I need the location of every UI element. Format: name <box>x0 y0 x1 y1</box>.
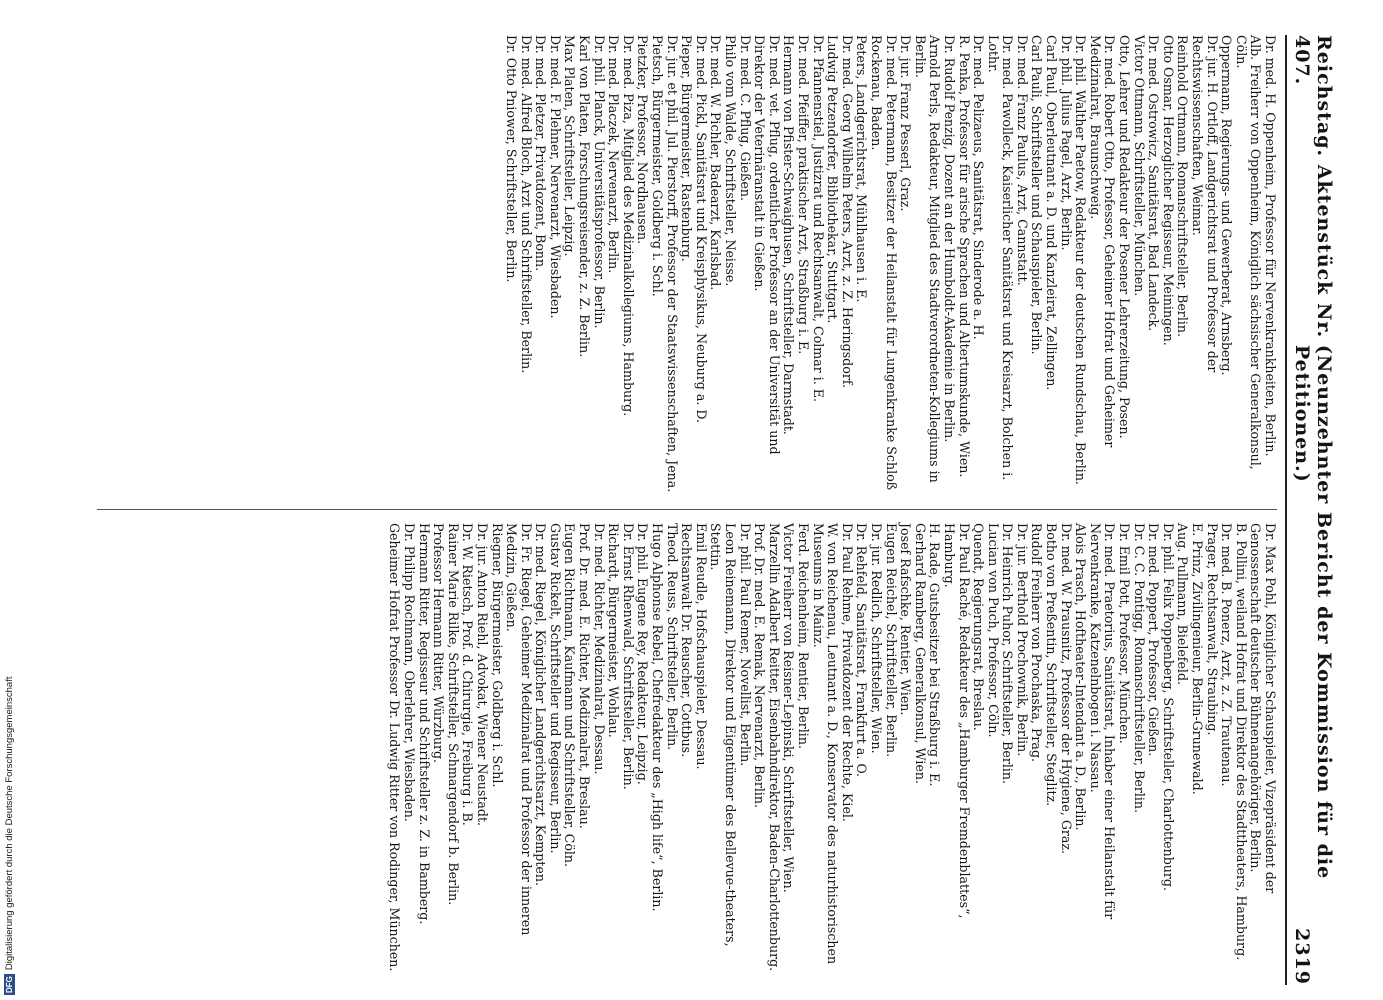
list-entry: Max Platen, Schriftsteller, Leipzig. <box>562 35 578 257</box>
list-entry: Dr. med. Praetorius, Sanitätsrat, Inhaber einer Heilanstalt für Nervenkranke, Katzenelnbogen i. Nassau. <box>1087 523 1118 920</box>
right-column <box>387 523 1277 985</box>
list-entry: Philo vom Walde, Schriftsteller, Neisse. <box>723 35 739 287</box>
list-entry: Dr. med. Petermann, Besitzer der Heilanstalt für Lungenkranke Schloß Rockenau, Baden. <box>868 35 899 491</box>
left-column <box>504 35 1277 497</box>
list-entry: Dr. med. Placzek, Nervenarzt, Berlin. <box>606 35 622 274</box>
list-entry: Dr. Paul Rehme, Privatdozent der Rechte, Kiel. <box>839 523 855 822</box>
list-entry: Dr. med. F. Plehner, Nervenarzt, Wiesbaden. <box>547 35 563 319</box>
list-entry: Dr. med. Pawolleck, Kaiserlicher Sanitätsrat und Kreisarzt, Bolchen i. Lothr. <box>985 35 1016 481</box>
header-center: (Neunzehnter Bericht der Kommission für die Petitionen.) <box>1291 344 1335 880</box>
list-entry: Dr. med. Pfeiffer, praktischer Arzt, Straßburg i. E. <box>796 35 811 355</box>
list-entry: Gustav Rickelt, Schriftsteller und Regisseur, Berlin. <box>547 523 563 854</box>
list-entry: Riegner, Bürgermeister, Goldberg i. Schl. <box>489 523 505 788</box>
list-entry: Rudolf Freiherr von Prochaska, Prag. <box>1029 523 1045 763</box>
list-entry: Gerhard Ramberg, Generalkonsul, Wien. <box>912 523 928 784</box>
list-entry: Richardt, Bürgermeister, Wohlau. <box>606 523 622 738</box>
list-entry: Peters, Landgerichtsrat, Mühlhausen i. E. <box>854 35 870 303</box>
list-entry: Pieper, Bürgermeister, Rastenburg. <box>679 35 695 262</box>
list-entry: Victor Ottmann, Schriftsteller, München. <box>1131 35 1147 297</box>
list-entry: Dr. med. W. Pichler, Badearzt, Karlsbad. <box>708 35 724 291</box>
list-entry: Dr. Otto Pniower, Schriftsteller, Berlin. <box>504 35 520 283</box>
list-entry: Dr. jur. et phil. Jul. Pierstorff, Professor der Staatswissenschaften, Jena. <box>664 35 680 493</box>
list-entry: Dr. jur. Redlich, Schriftsteller, Wien. <box>868 523 884 754</box>
rotated-page-content <box>90 35 1380 985</box>
list-entry: Ferd. Reichenheim, Rentier, Berlin. <box>796 523 811 749</box>
list-entry: Lucian von Puch, Professor, Cöln. <box>985 523 1001 738</box>
list-entry: Dr. jur. H. Ortloff, Landgerichtsrat und Professor der Rechtswissenschaften, Weimar. <box>1190 35 1220 373</box>
list-entry: Dr. jur. Anton Riehl, Advokat, Wiener Neustadt. <box>474 523 490 827</box>
list-entry: Dr. Rudolf Penzig, Dozent an der Humboldt-Akademie in Berlin. <box>941 35 957 443</box>
footer-text: Digitalisierung gefördert durch die Deutsche Forschungsgemeinschaft <box>4 676 15 971</box>
list-entry: Dr. phil. Planck, Universitätsprofessor, Berlin. <box>591 35 607 329</box>
list-entry: Dr. phil. Paul Remer, Novellist, Berlin. <box>737 523 753 767</box>
list-entry: H. Rade, Gutsbesitzer bei Straßburg i. E. <box>927 523 943 787</box>
list-entry: Dr. med. Alfred Bloch, Arzt und Schriftsteller, Berlin. <box>518 35 534 374</box>
list-entry: W. von Reichenau, Leutnant a. D., Konservator des naturhistorischen Museums in Mainz. <box>810 523 841 965</box>
list-entry: Oppermann, Regierungs- und Gewerberat, Arnsberg. <box>1219 35 1235 376</box>
list-entry: Dr. med. Robert Otto, Professor, Geheimer Hofrat und Geheimer Medizinalrat, Braunschweig. <box>1087 35 1118 448</box>
dfg-logo: DFG <box>5 976 14 993</box>
list-entry: Dr. phil. Felix Poppenberg, Schriftsteller, Charlottenburg. <box>1160 523 1176 891</box>
list-entry: Dr. med. Ostrowicz, Sanitätsrat, Bad Landeck. <box>1146 35 1162 332</box>
list-entry: Dr. Max Pohl, Königlicher Schauspieler, Vizepräsident der Genossenschaft deutscher Bühnenangehöriger, Berlin. <box>1248 523 1278 894</box>
list-entry: Dr. Emil Pott, Professor, München. <box>1117 523 1133 744</box>
list-entry: Dr. jur. Franz Pesserl, Graz. <box>898 35 914 212</box>
list-entry: Theod. Reuss, Schriftsteller, Berlin. <box>664 523 680 751</box>
list-entry: Dr. med. Franz Paulus, Arzt, Cannstatt. <box>1014 35 1030 286</box>
list-entry: Dr. med. Georg Wilhelm Peters, Arzt, z. Z. Heringsdorf. <box>839 35 855 389</box>
list-entry: Dr. med. B. Ponerz, Arzt, z. Z. Trautenau. <box>1219 523 1235 787</box>
list-entry: Dr. med. Pickl, Sanitätsrat und Kreisphysikus, Neuburg a. D. <box>693 35 709 424</box>
list-entry: Prager, Rechtsanwalt, Straubing. <box>1204 523 1220 736</box>
list-entry: Dr. Heinrich Puhor, Schriftsteller, Berlin. <box>1000 523 1016 785</box>
list-entry: Geheimer Hofrat Professor Dr. Ludwig Ritter von Rodinger, München. <box>387 523 403 972</box>
list-entry: Alois Prasch, Hoftheater-Intendant a. D., Berlin. <box>1073 523 1089 831</box>
list-entry: Victor Freiherr von Reisner-Lepinski, Schriftsteller, Wien. <box>781 523 797 893</box>
list-entry: Marzellin Adalbert Reitter, Eisenbahndirektor, Baden-Charlottenburg. <box>766 523 782 972</box>
list-entry: Carl Pauli, Schriftsteller und Schauspieler, Berlin. <box>1029 35 1045 355</box>
list-entry: Karl von Platen, Forschungsreisender, z. Z. Berlin. <box>577 35 593 358</box>
list-entry: Dr. med. W. Prausnitz, Professor der Hygiene, Graz. <box>1058 523 1074 855</box>
list-entry: Dr. med. vet. Pflug, ordentlicher Professor an der Universität und Direktor der Veterinäranstalt in Gießen. <box>752 35 782 455</box>
list-entry: Dr. med. Piza, Mitglied des Medizinalkollegiums, Hamburg. <box>620 35 636 417</box>
list-entry: Pietzker, Professor, Nordhausen. <box>635 35 651 245</box>
list-entry: Dr. med. Pletzer, Privatdozent, Bonn. <box>533 35 549 272</box>
list-entry: Dr. Rehfeld, Sanitätsrat, Frankfurt a. O. <box>854 523 870 777</box>
list-entry: Hermann Ritter, Regisseur und Schriftsteller z. Z. in Bamberg. <box>416 523 432 925</box>
list-entry: Alb. Freiherr von Oppenheim, Königlich sächsischer Generalkonsul, Cöln. <box>1233 35 1264 470</box>
list-entry: Otto Osmar, Herzoglicher Regisseur, Meiningen. <box>1160 35 1176 346</box>
list-entry: Dr. Philipp Rochmann, Oberlehrer, Wiesbaden. <box>401 523 417 822</box>
list-entry: Rainer Marie Rilke, Schriftsteller, Schmargendorf b. Berlin. <box>445 523 461 906</box>
list-entry: Dr. phil. Eugene Rey, Redakteur, Leipzig. <box>635 523 651 785</box>
list-entry: Professor Hermann Ritter, Würzburg. <box>431 523 447 764</box>
list-entry: Aug. Pullmann, Bielefeld. <box>1175 523 1191 686</box>
list-entry: Dr. med. Riegel, Königlicher Landgerichtsarzt, Kempten. <box>533 523 549 886</box>
list-entry: Dr. Fr. Riegel, Geheimer Medizinalrat und Professor der inneren Medizin, Gießen. <box>504 523 534 936</box>
list-entry: Dr. Paul Raché, Redakteur des „Hamburger Fremdenblattes“, Hamburg. <box>941 523 972 919</box>
list-entry: Hermann von Pfister-Schwaighusen, Schriftsteller, Darmstadt. <box>781 35 797 435</box>
list-entry: Emil Reudle, Hofschauspieler, Dessau. <box>693 523 709 770</box>
list-entry: Botho von Preßentin, Schriftsteller, Steglitz. <box>1044 523 1060 807</box>
list-entry: Dr. med. H. Oppenheim, Professor für Nervenkrankheiten, Berlin. <box>1263 35 1278 457</box>
list-entry: Prof. Dr. med. E. Richter, Medizinalrat, Breslau. <box>577 523 593 829</box>
list-entry: Dr. med. C. Pflug, Gießen. <box>737 35 753 201</box>
list-entry: Dr. med. Pelizaeus, Sanitätsrat, Sinderode a. H. <box>971 35 987 340</box>
list-entry: Dr. Pfannenstiel, Justizrat und Rechtsanwalt, Colmar i. E. <box>810 35 826 403</box>
list-entry: Dr. phil. Walther Paetow, Redakteur der deutschen Rundschau, Berlin. <box>1073 35 1089 485</box>
list-entry: Dr. Ernst Rhenwald, Schriftsteller, Berlin. <box>620 523 636 790</box>
list-entry: B. Pollini, weiland Hofrat und Direktor des Stadttheaters, Hamburg. <box>1233 523 1249 961</box>
list-entry: Hugo Alphonse Rebel, Chefredakteur des „High life“, Berlin. <box>650 523 666 912</box>
list-entry: Arnold Perls, Redakteur, Mitglied des Stadtverordneten-Kollegiums in Berlin. <box>912 35 943 483</box>
list-entry: Dr. phil. Julius Pagel, Arzt, Berlin. <box>1058 35 1074 251</box>
list-entry: R. Penka, Professor für arische Sprachen und Altertumskunde, Wien. <box>956 35 972 478</box>
column-divider <box>97 509 1277 510</box>
list-entry: Eugen Reichel, Schriftsteller, Berlin. <box>883 523 899 758</box>
page-number: 2319 <box>1291 928 1313 985</box>
list-entry: Dr. med. Richter, Medizinalrat, Dessau. <box>591 523 607 775</box>
list-entry: Carl Paul, Oberleutnant a. D. und Kanzleirat, Zellingen. <box>1044 35 1060 391</box>
header-left: Reichstag. Aktenstück Nr. 407. <box>1291 35 1335 339</box>
list-entry: Eugen Richtmann, Kaufmann und Schriftsteller, Cöln. <box>562 523 578 868</box>
footer-credit <box>4 605 18 995</box>
list-entry: Ludwig Petzendorfer, Bibliothekar, Stuttgart. <box>825 35 841 324</box>
page-header <box>1285 35 1335 985</box>
list-entry: Pietsch, Bürgermeister, Goldberg i. Schl. <box>650 35 666 297</box>
list-entry: Dr. med. Poppert, Professor, Gießen. <box>1146 523 1162 757</box>
list-entry: Dr. W. Rietsch, Prof. d. Chirurgie, Freiburg i. B. <box>460 523 476 826</box>
list-entry: E. Prinz, Zivilingenieur, Berlin-Grunewald. <box>1190 523 1206 795</box>
list-entry: Dr. C. C. Pontigg, Romanschriftsteller, Berlin. <box>1131 523 1147 814</box>
list-entry: Rechtsanwalt Dr. Reuscher, Cottbus. <box>679 523 695 758</box>
list-entry: Prof. Dr. med. E. Remak, Nervenarzt, Berlin. <box>752 523 768 809</box>
list-entry: Quendt, Regierungsrat, Breslau. <box>971 523 987 731</box>
list-entry: Dr. jur. Berthold Prochownik, Berlin. <box>1014 523 1030 757</box>
list-entry: Reinhold Ortmann, Romanschriftsteller, Berlin. <box>1175 35 1191 337</box>
list-entry: Leon Reinemann, Direktor und Eigentümer des Bellevue-theaters, Stettin. <box>708 523 739 947</box>
list-entry: Otto, Lehrer und Redakteur der Posener Lehrerzeitung, Posen. <box>1117 35 1133 439</box>
list-entry: Josef Rafschke, Rentier, Wien. <box>898 523 914 716</box>
